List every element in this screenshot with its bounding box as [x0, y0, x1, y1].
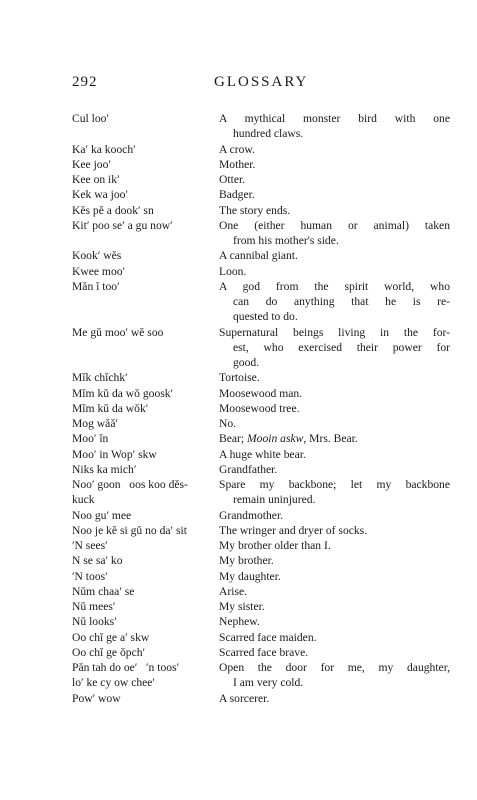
glossary-term [72, 172, 219, 187]
glossary-term [72, 508, 219, 523]
glossary-term [72, 645, 219, 660]
glossary-entry [72, 523, 450, 538]
page-number: 292 [72, 74, 98, 90]
glossary-term [72, 325, 219, 371]
glossary-term-line: Ka′ ka kooch′ [72, 142, 136, 156]
glossary-entry [72, 279, 450, 325]
glossary-definition [219, 630, 450, 645]
glossary-entry [72, 248, 450, 263]
glossary-entry [72, 203, 450, 218]
glossary-term [72, 584, 219, 599]
glossary-definition-line: My sister. [219, 600, 265, 613]
glossary-term-line: Cul loo′ [72, 112, 110, 125]
glossary-definition [219, 203, 450, 218]
glossary-term-line: Mĭm kŭ da wŏk′ [72, 401, 149, 415]
glossary-definition-line: can do anything that he is re- [233, 295, 450, 308]
glossary-term [72, 614, 219, 629]
glossary-term-line: Păn tah do oe′ ′n toos′ [72, 661, 180, 674]
glossary-definition-line: good. [233, 356, 260, 369]
glossary-definition [219, 462, 450, 477]
glossary-entry [72, 264, 450, 279]
glossary-definition-line: A mythical monster bird with one [219, 112, 450, 125]
glossary-definition-line: Arise. [219, 584, 248, 598]
glossary-term [72, 142, 219, 157]
glossary-term-line: Nŭ mees′ [72, 600, 116, 613]
glossary-definition [219, 599, 450, 614]
glossary-definition-line: Scarred face brave. [219, 645, 309, 659]
glossary-definition [219, 218, 450, 249]
glossary-definition [219, 584, 450, 599]
glossary-entry [72, 645, 450, 660]
glossary-definition-line: Scarred face maiden. [219, 630, 317, 644]
glossary-term-line: Pow′ wow [72, 691, 121, 705]
glossary-term [72, 538, 219, 553]
glossary-term-line: Kee on ik′ [72, 173, 120, 186]
glossary-definition [219, 401, 450, 416]
glossary-definition [219, 111, 450, 142]
glossary-term-line: Kook′ wĕs [72, 249, 122, 263]
glossary-term-line: kuck [72, 493, 95, 507]
glossary-entry [72, 569, 450, 584]
glossary-term-line: Kek wa joo′ [72, 188, 128, 202]
glossary-entry [72, 538, 450, 553]
glossary-definition [219, 614, 450, 629]
glossary-term-line: lo′ ke cy ow chee′ [72, 676, 155, 690]
glossary-term [72, 370, 219, 385]
glossary-definition [219, 416, 450, 431]
glossary-term [72, 203, 219, 218]
glossary-entry [72, 172, 450, 187]
glossary-definition [219, 157, 450, 172]
glossary-definition-line: Badger. [219, 188, 255, 202]
glossary-entry [72, 370, 450, 385]
glossary-definition [219, 447, 450, 462]
glossary-definition [219, 508, 450, 523]
glossary-entry [72, 614, 450, 629]
glossary-term-line: Kit′ poo se′ a gu now′ [72, 218, 173, 232]
glossary-term-line: Nŭ looks′ [72, 615, 117, 629]
glossary-definition-line: remain uninjured. [233, 493, 316, 507]
glossary-definition-line: A sorcerer. [219, 691, 270, 705]
glossary-term [72, 691, 219, 706]
glossary-definition [219, 691, 450, 706]
glossary-definition-line: The wringer and dryer of socks. [219, 523, 368, 537]
glossary-definition-line: Moosewood man. [219, 386, 303, 400]
glossary-entry [72, 431, 450, 446]
glossary-definition-line: A crow. [219, 142, 255, 156]
glossary-definition-line: hundred claws. [233, 127, 304, 141]
glossary-term-line: Oo chĭ ge ŏpch′ [72, 645, 146, 659]
glossary-definition-line: Open the door for me, my daughter, [219, 661, 450, 674]
glossary-definition-line: The story ends. [219, 203, 291, 217]
glossary-entry [72, 508, 450, 523]
glossary-term [72, 599, 219, 614]
glossary-definition-line: Loon. [219, 264, 247, 278]
glossary-term [72, 477, 219, 508]
glossary-definition-line: Grandmother. [219, 508, 284, 522]
glossary-definition [219, 386, 450, 401]
glossary-definition-line: Grandfather. [219, 462, 278, 476]
glossary-entry [72, 416, 450, 431]
glossary-term-line: Noo gu′ mee [72, 508, 132, 522]
glossary-definition-line: My brother older than I. [219, 539, 331, 552]
glossary-term-line: Moo′ in Wop′ skw [72, 447, 157, 461]
glossary-definition [219, 370, 450, 385]
glossary-term [72, 386, 219, 401]
glossary-term [72, 248, 219, 263]
glossary-term [72, 187, 219, 202]
glossary-definition-line: I am very cold. [233, 676, 304, 690]
glossary-definition-line: A god from the spirit world, who [219, 279, 450, 293]
glossary-entry [72, 142, 450, 157]
glossary-definition [219, 248, 450, 263]
glossary-definition [219, 569, 450, 584]
glossary-term-line: Kee joo′ [72, 157, 111, 171]
glossary-entry [72, 218, 450, 249]
glossary-entry [72, 157, 450, 172]
glossary-entry [72, 187, 450, 202]
glossary-definition [219, 279, 450, 325]
glossary-term-line: ′N sees′ [72, 539, 108, 552]
glossary-term-line: Me gŭ moo′ wĕ soo [72, 325, 164, 339]
glossary-entry [72, 111, 450, 142]
glossary-definition-line: Supernatural beings living in the for- [219, 325, 450, 339]
glossary-entry [72, 477, 450, 508]
glossary-term [72, 447, 219, 462]
glossary-term-line: Oo chĭ ge a′ skw [72, 630, 150, 644]
glossary-definition-line: Nephew. [219, 615, 260, 629]
glossary-definition-line: Bear; Mooin askw, Mrs. Bear. [219, 432, 358, 446]
glossary-term-line: Mĭk chĭchk′ [72, 371, 128, 385]
glossary-definition [219, 538, 450, 553]
glossary-term-line: Noo je kĕ si gŭ no da′ sit [72, 523, 187, 537]
glossary-term [72, 157, 219, 172]
glossary-term-line: ′N toos′ [72, 569, 108, 583]
glossary-definition-line: Spare my backbone; let my backbone [219, 478, 450, 491]
glossary-term-line: Mog wăă′ [72, 417, 119, 430]
glossary-term [72, 431, 219, 446]
glossary-entry [72, 386, 450, 401]
glossary-term [72, 111, 219, 142]
glossary-term [72, 416, 219, 431]
glossary-entry [72, 325, 450, 371]
glossary-definition [219, 325, 450, 371]
glossary-definition [219, 553, 450, 568]
glossary-term [72, 660, 219, 691]
glossary-definition [219, 431, 450, 446]
running-title: GLOSSARY [214, 74, 309, 90]
glossary-definition [219, 523, 450, 538]
glossary-term-line: N se sa′ ko [72, 554, 123, 568]
glossary-definition-line: My daughter. [219, 569, 281, 583]
glossary-list [72, 111, 450, 706]
glossary-term [72, 569, 219, 584]
glossary-entry [72, 447, 450, 462]
glossary-entry [72, 553, 450, 568]
glossary-definition-line: No. [219, 417, 237, 430]
glossary-term-line: Noo′ goon oos koo dĕs- [72, 478, 188, 491]
glossary-entry [72, 691, 450, 706]
glossary-definition-line: One (either human or animal) taken [219, 218, 450, 232]
glossary-definition [219, 477, 450, 508]
glossary-definition-line: Tortoise. [219, 371, 260, 385]
glossary-definition-line: quested to do. [233, 310, 298, 324]
glossary-definition-line: A cannibal giant. [219, 249, 298, 263]
glossary-definition [219, 645, 450, 660]
glossary-term [72, 264, 219, 279]
glossary-definition-line: est, who exercised their power for [233, 340, 450, 354]
glossary-entry [72, 401, 450, 416]
glossary-term [72, 553, 219, 568]
glossary-term [72, 279, 219, 325]
glossary-definition-line: A huge white bear. [219, 447, 306, 461]
glossary-definition-line: Mother. [219, 157, 256, 171]
glossary-term-line: Niks ka mich′ [72, 462, 137, 476]
glossary-definition [219, 660, 450, 691]
glossary-entry [72, 584, 450, 599]
glossary-term [72, 523, 219, 538]
page-header [72, 74, 417, 94]
glossary-term [72, 401, 219, 416]
glossary-definition [219, 142, 450, 157]
glossary-term [72, 462, 219, 477]
glossary-term [72, 630, 219, 645]
glossary-definition-line: Moosewood tree. [219, 401, 300, 415]
glossary-definition [219, 172, 450, 187]
glossary-term-line: Măn ĭ too′ [72, 279, 120, 293]
glossary-term-line: Kwee moo′ [72, 264, 126, 278]
glossary-term-line: Kĕs pĕ a dook′ sn [72, 203, 154, 217]
glossary-entry [72, 630, 450, 645]
glossary-definition [219, 187, 450, 202]
glossary-term-line: Mĭm kŭ da wŏ goosk′ [72, 386, 174, 400]
glossary-term-line: Nŭm chaa′ se [72, 584, 135, 598]
glossary-entry [72, 462, 450, 477]
glossary-entry [72, 599, 450, 614]
glossary-definition-line: from his mother's side. [233, 234, 339, 247]
glossary-definition-line: Otter. [219, 173, 246, 186]
glossary-definition-line: My brother. [219, 554, 274, 568]
glossary-term-line: Moo′ ĭn [72, 432, 109, 446]
glossary-entry [72, 660, 450, 691]
glossary-term [72, 218, 219, 249]
glossary-definition [219, 264, 450, 279]
